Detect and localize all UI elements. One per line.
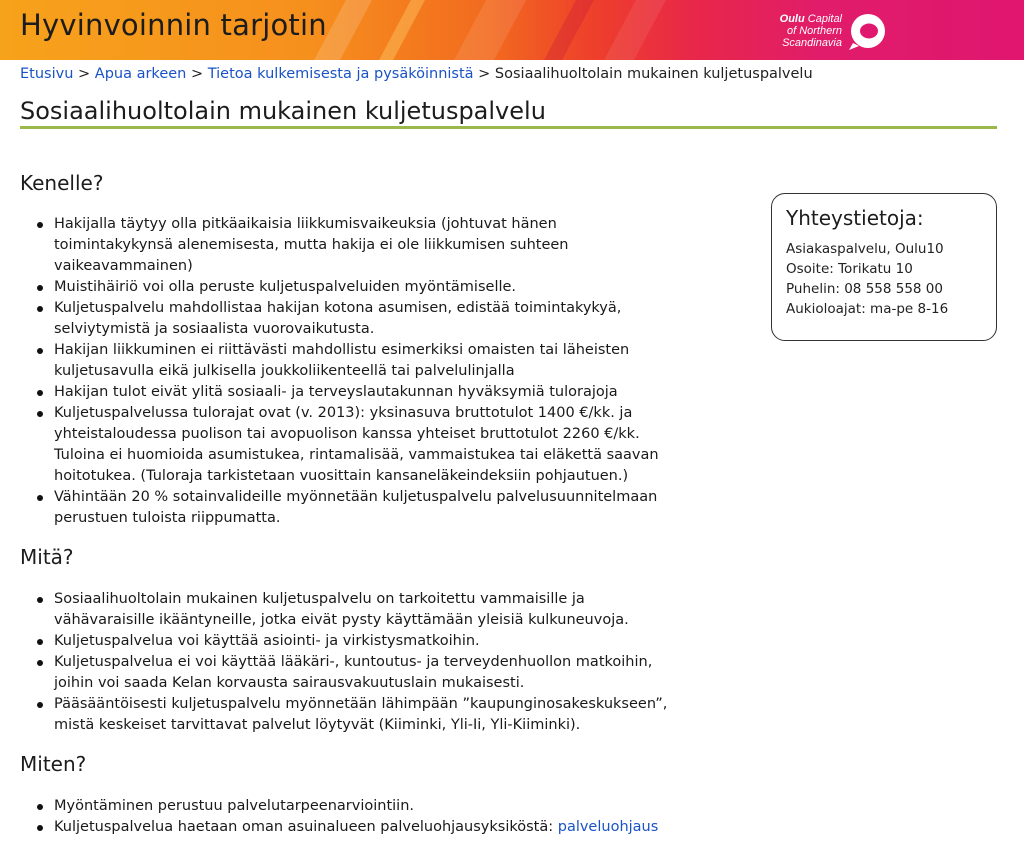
logo-text-bold: Oulu: [779, 13, 805, 25]
oulu-logo-icon[interactable]: [847, 13, 889, 51]
breadcrumb-current: Sosiaalihuoltolain mukainen kuljetuspalvelu: [494, 66, 813, 82]
banner-decoration: [544, 0, 594, 60]
list-item: Sosiaalihuoltolain mukainen kuljetuspalvelu on tarkoitettu vammaisille ja vähävaraisille ikääntyneille, jotka eivät pysty käyttämään yleisiä kulkuneuvoja.: [54, 589, 674, 631]
page-title: Sosiaalihuoltolain mukainen kuljetuspalvelu: [20, 97, 546, 125]
list-item: Hakijan liikkuminen ei riittävästi mahdollistu esimerkiksi omaisten tai läheisten kuljetusavulla eikä julkisella joukkoliikenteellä tai palvelulinjalla: [54, 340, 674, 382]
miten-list: [54, 796, 674, 838]
section-heading-kenelle: Kenelle?: [20, 171, 104, 195]
section-heading-mita: Mitä?: [20, 545, 74, 569]
list-item: Hakijan tulot eivät ylitä sosiaali- ja terveyslautakunnan hyväksymiä tulorajoja: [54, 382, 674, 403]
logo-text-rest: Capital: [804, 13, 842, 25]
list-item: Kuljetuspalvelua voi käyttää asiointi- ja virkistysmatkoihin.: [54, 631, 674, 652]
list-item: Kuljetuspalvelua ei voi käyttää lääkäri-, kuntoutus- ja terveydenhuollon matkoihin, joihin voi saada Kelan korvausta sairausvakuutuslain mukaisesti.: [54, 652, 674, 694]
site-title[interactable]: Hyvinvoinnin tarjotin: [20, 8, 327, 42]
breadcrumb: [20, 66, 813, 82]
logo-text-line3: Scandinavia: [782, 37, 842, 49]
site-banner: [0, 0, 1024, 60]
breadcrumb-separator: >: [478, 66, 495, 82]
section-heading-miten: Miten?: [20, 752, 87, 776]
title-divider: [20, 126, 997, 129]
contact-box: [771, 193, 997, 341]
logo-text-line2: of Northern: [786, 25, 842, 37]
breadcrumb-link-kulkeminen[interactable]: Tietoa kulkemisesta ja pysäköinnistä: [207, 66, 474, 82]
breadcrumb-separator: >: [190, 66, 208, 82]
list-item: Myöntäminen perustuu palvelutarpeenarviointiin.: [54, 796, 674, 817]
contact-opening-hours: Aukioloajat: ma-pe 8-16: [786, 301, 949, 317]
list-item: Kuljetuspalvelussa tulorajat ovat (v. 2013): yksinasuva bruttotulot 1400 €/kk. ja yhteistaloudessa puolison tai avopuolison kanssa yhteiset bruttotulot 2260 €/kk. Tuloina ei huomioida asumistukea, rintamalisää, vammaistukea tai eläkettä saavan hoitotukea. (Tuloraja tarkistetaan vuosittain kansaneläkeindeksiin pohjautuen.): [54, 403, 674, 487]
breadcrumb-link-home[interactable]: Etusivu: [20, 66, 74, 82]
contact-phone: Puhelin: 08 558 558 00: [786, 281, 943, 297]
banner-decoration: [454, 0, 526, 60]
contact-title: Yhteystietoja:: [786, 206, 924, 230]
list-item: Pääsääntöisesti kuljetuspalvelu myönnetään lähimpään ”kaupunginosakeskukseen”, mistä keskeiset tarvittavat palvelut löytyvät (Kiiminki, Yli-Ii, Yli-Kiiminki).: [54, 694, 674, 736]
list-item: Muistihäiriö voi olla peruste kuljetuspalveluiden myöntämiselle.: [54, 277, 674, 298]
contact-customer-service: Asiakaspalvelu, Oulu10: [786, 241, 944, 257]
palveluohjaus-link[interactable]: palveluohjaus: [557, 819, 659, 835]
contact-address: Osoite: Torikatu 10: [786, 261, 913, 277]
list-item: Vähintään 20 % sotainvalideille myönnetään kuljetuspalvelu palvelusuunnitelmaan perustuen tuloista riippumatta.: [54, 487, 674, 529]
list-item: Hakijalla täytyy olla pitkäaikaisia liikkumisvaikeuksia (johtuvat hänen toimintakykynsä alenemisesta, mutta hakija ei ole liikkumisen suhteen vaikeavammainen): [54, 214, 674, 277]
list-item: Kuljetuspalvelu mahdollistaa hakijan kotona asumisen, edistää toimintakykyä, selviytymistä ja sosiaalista vuorovaikutusta.: [54, 298, 674, 340]
breadcrumb-separator: >: [78, 66, 95, 82]
mita-list: [54, 589, 674, 736]
banner-decoration: [604, 0, 666, 60]
list-item-text: Kuljetuspalvelua haetaan oman asuinalueen palveluohjausyksiköstä:: [54, 819, 558, 835]
banner-decoration: [379, 0, 425, 60]
list-item: [54, 817, 674, 838]
breadcrumb-link-apua-arkeen[interactable]: Apua arkeen: [94, 66, 187, 82]
oulu-logo-text[interactable]: [760, 13, 842, 49]
kenelle-list: [54, 214, 674, 529]
